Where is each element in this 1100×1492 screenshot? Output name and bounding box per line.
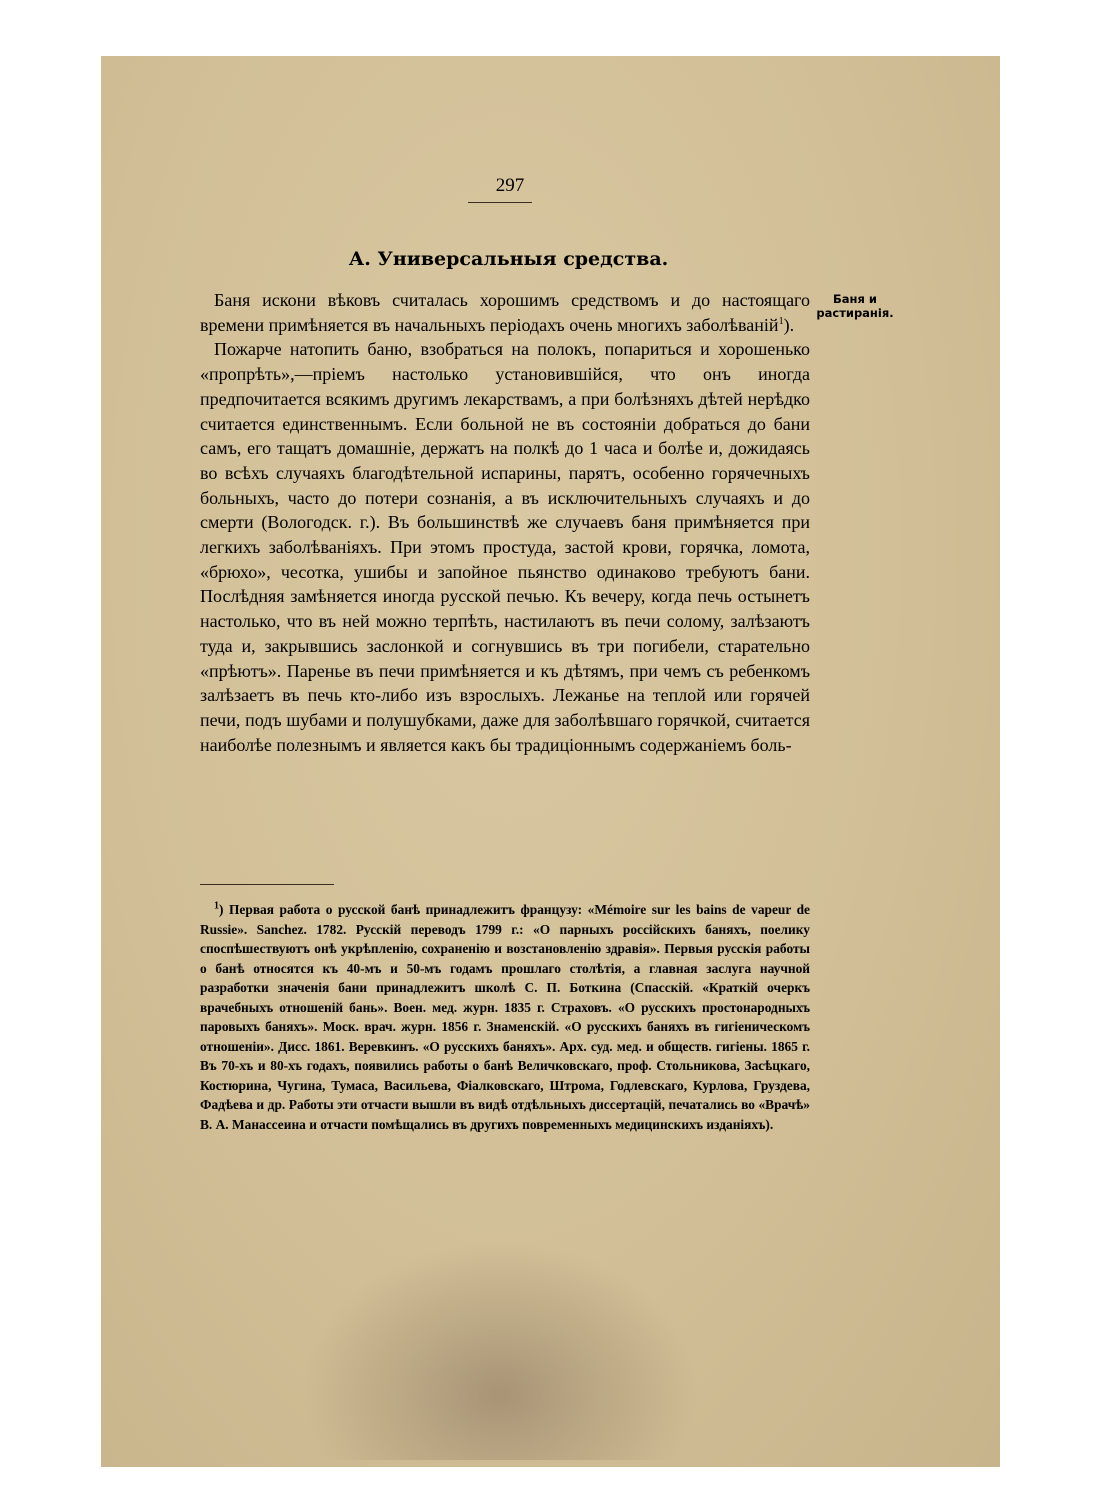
footnote-mark: 1	[214, 900, 219, 912]
main-text	[200, 288, 810, 757]
paragraph-text-end: ).	[783, 314, 795, 335]
paragraph	[200, 337, 810, 757]
page-number-rule	[468, 202, 532, 203]
footnote-rule	[200, 884, 334, 885]
footnote-text: ) Первая работа о русской банѣ принадлежитъ французу: «Mémoire sur les bains de vapeur de Russie». Sanchez. 1782. Русскій переводъ 1799 г.: «О парныхъ россійскихъ баняхъ, поелику споспѣшествуютъ онѣ укрѣпленію, сохраненію и возстановленію здравія». Первыя русскія работы о банѣ относятся къ 40-мъ и 50-мъ годамъ прошлаго столѣтія, а главная заслуга научной разработки значенія бани принадлежитъ школѣ С. П. Боткина (Спасскій. «Краткій очеркъ врачебныхъ отношеній бань». Воен. мед. журн. 1835 г. Страховъ. «О русскихъ простонародныхъ паровыхъ баняхъ». Моск. врач. журн. 1856 г. Знаменскій. «О русскихъ баняхъ въ гигіеническомъ отношеніи». Дисс. 1861. Веревкинъ. «О русскихъ баняхъ». Арх. суд. мед. и обществ. гигіены. 1865 г. Въ 70-хъ и 80-хъ годахъ, появились работы о банѣ Величковскаго, проф. Стольникова, Засѣцкаго, Костюрина, Чугина, Тумаса, Васильева, Фіалковскаго, Штрома, Годлевскаго, Курлова, Груздева, Фадѣева и др. Работы эти отчасти вышли въ видѣ отдѣльныхъ диссертацій, печатались во «Врачѣ» В. А. Манассеина и отчасти помѣщались въ другихъ повременныхъ медицинскихъ изданіяхъ).	[200, 902, 810, 1132]
section-heading: А. Универсальныя средства.	[348, 248, 669, 270]
paragraph	[200, 288, 810, 337]
paragraph-text: Пожарче натопить баню, взобраться на полокъ, попариться и хорошенько «пропрѣть»,—пріемъ настолько установившійся, что онъ иногда предпочитается всякимъ другимъ лекарствамъ, а при болѣзняхъ дѣтей нерѣдко считается единственнымъ. Если больной не въ состояніи добраться до бани самъ, его тащатъ домашніе, держатъ на полкѣ до 1 часа и болѣе и, дожидаясь во всѣхъ случаяхъ благодѣтельной испарины, парятъ, особенно горячечныхъ больныхъ, часто до потери сознанія, а въ исключительныхъ случаяхъ и до смерти (Вологодск. г.). Въ большинствѣ же случаевъ баня примѣняется при легкихъ заболѣваніяхъ. При этомъ простуда, застой крови, горячка, ломота, «брюхо», чесотка, ушибы и запойное пьянство одинаково требуютъ бани. Послѣдняя замѣняется иногда русской печью. Къ вечеру, когда печь остынетъ настолько, что въ ней можно терпѣть, настилаютъ въ печи солому, залѣзаютъ туда и, закрывшись заслонкой и согнувшись въ три погибели, старательно «прѣютъ». Паренье въ печи примѣняется и къ дѣтямъ, при чемъ съ ребенкомъ залѣзаетъ въ печь кто-либо изъ взрослыхъ. Лежанье на теплой или горячей печи, подъ шубами и полушубками, даже для заболѣвшаго горячкой, считается наиболѣе полезнымъ и является какъ бы традиціоннымъ содержаніемъ боль-	[200, 339, 810, 755]
page-number: 297	[495, 175, 525, 196]
paragraph-text: Баня искони вѣковъ считалась хорошимъ средствомъ и до настоящаго времени примѣняется въ начальныхъ періодахъ очень многихъ заболѣваній	[200, 290, 810, 335]
margin-note: Баня и растиранія.	[816, 292, 894, 320]
footnote-reference[interactable]: 1	[778, 315, 784, 327]
footnote	[200, 900, 810, 1134]
